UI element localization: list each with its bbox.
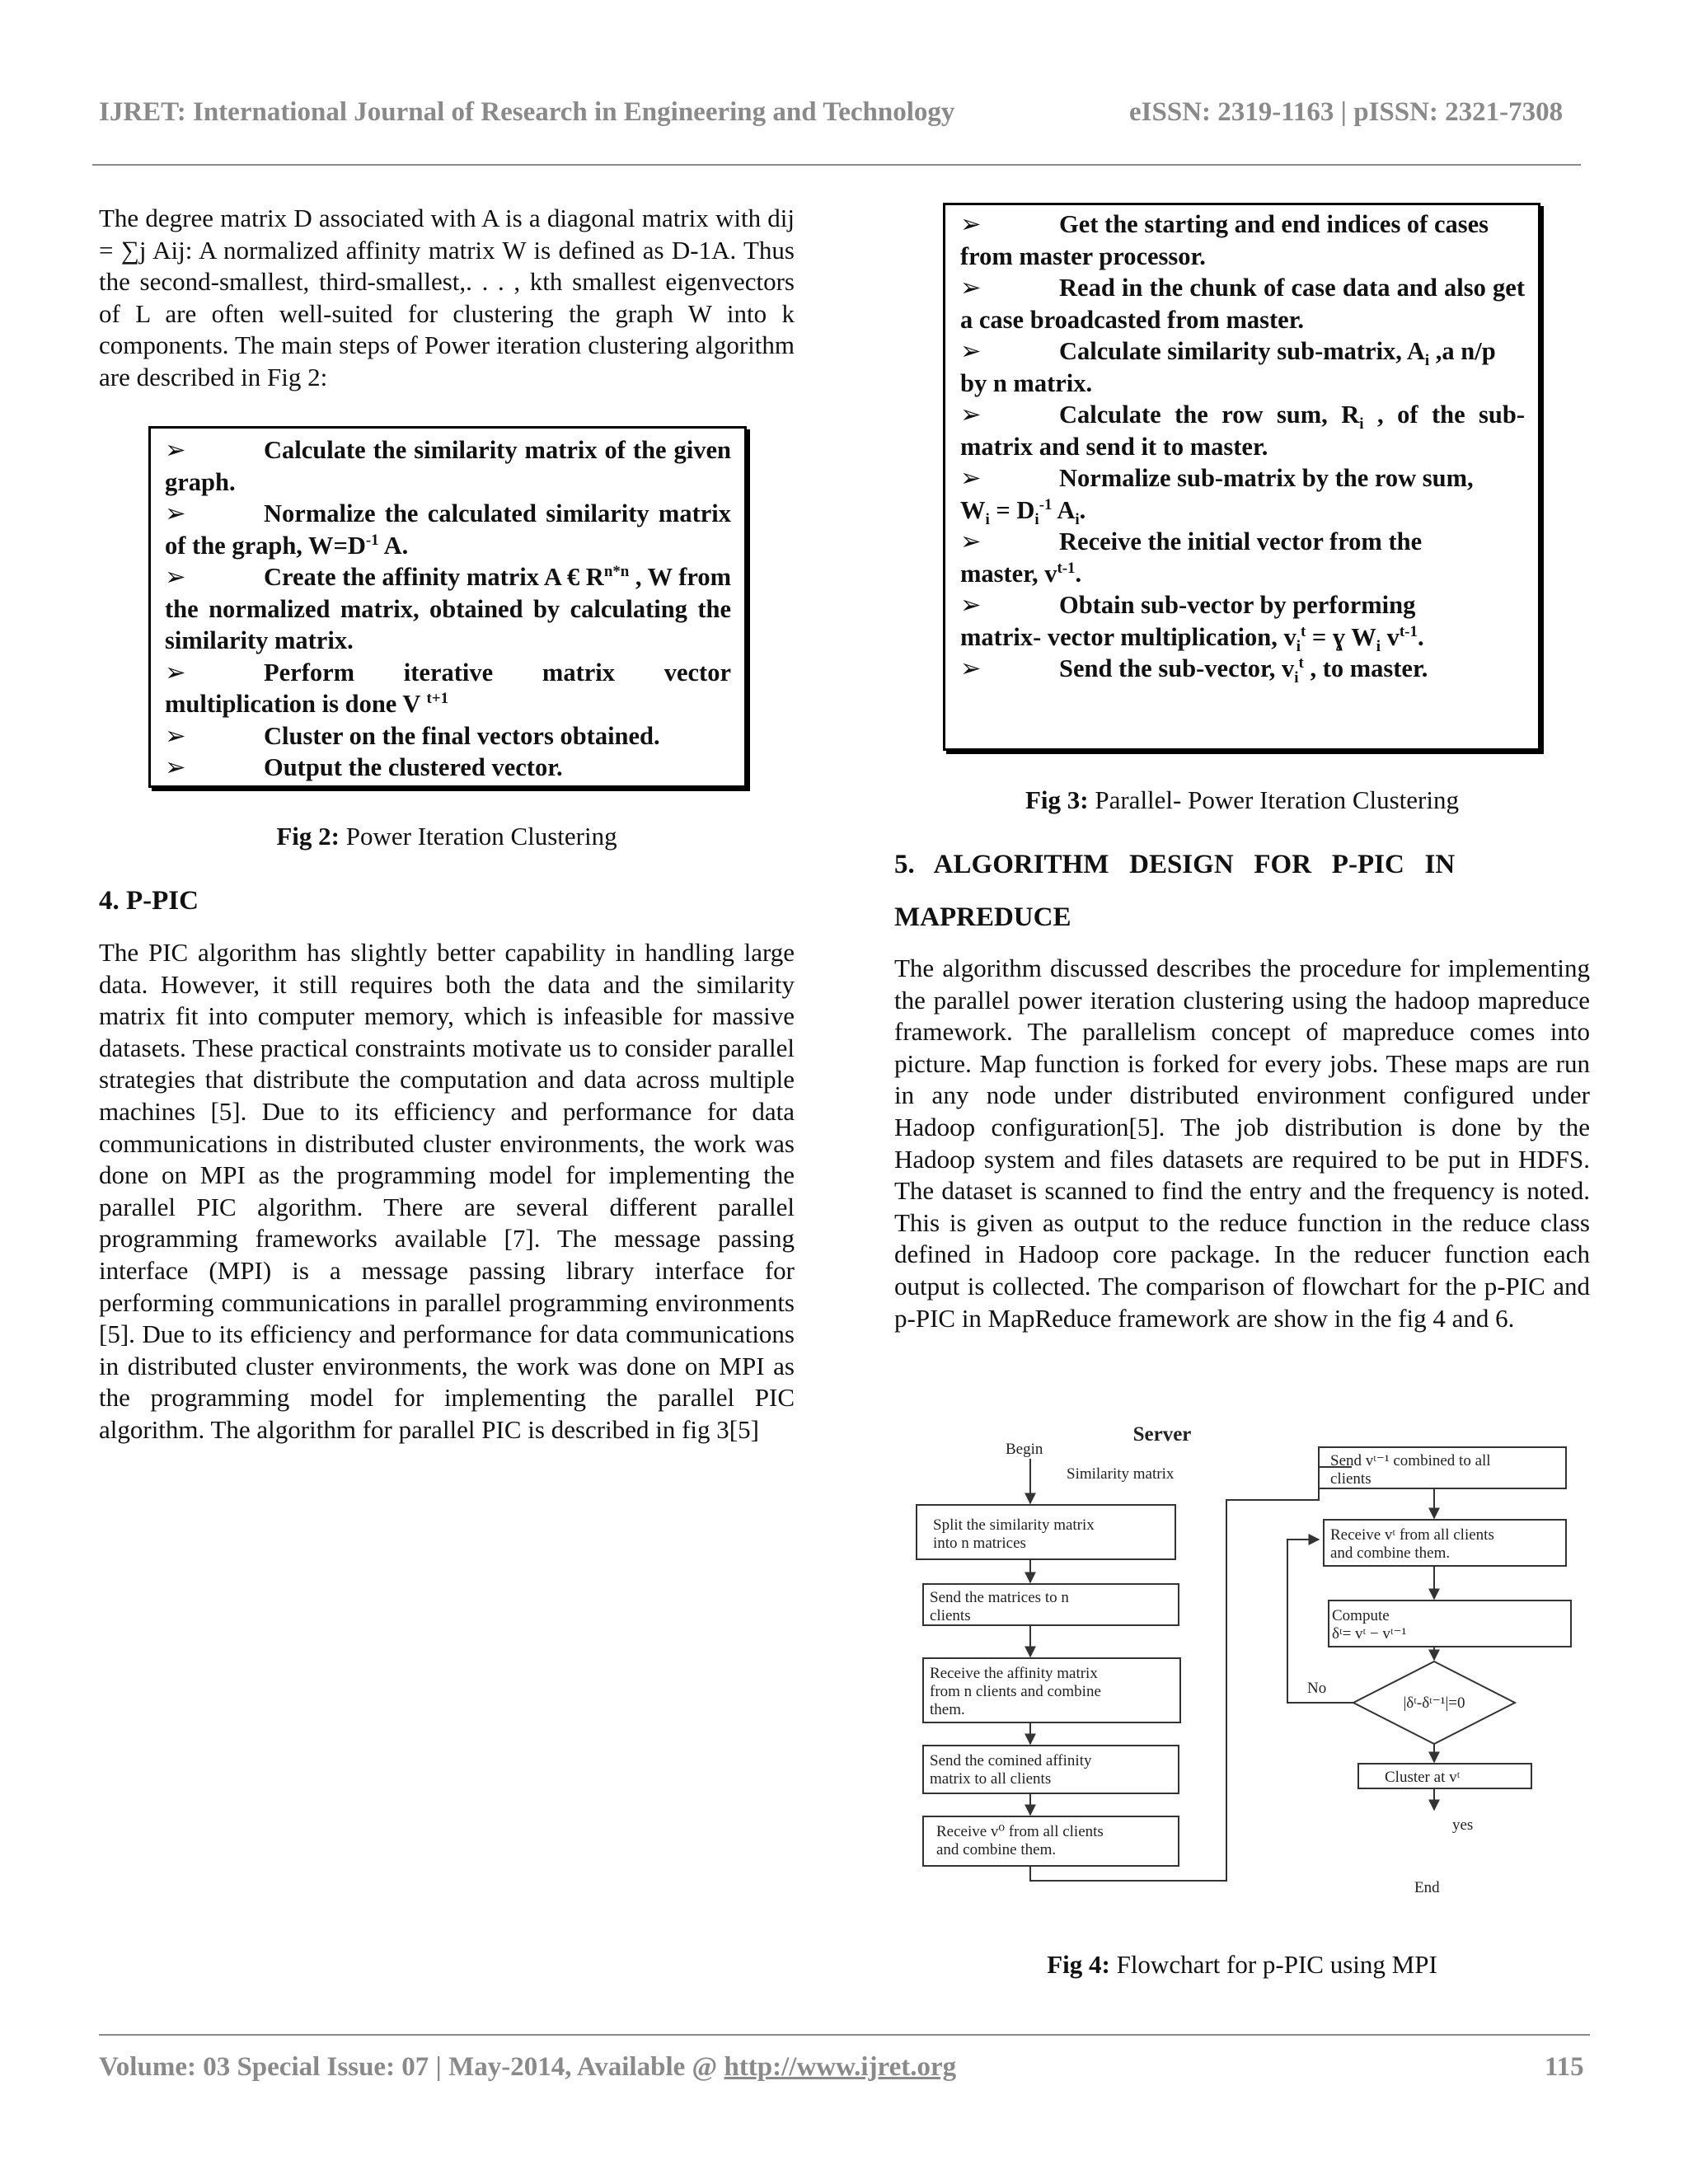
fig2-step-2: ➢ Normalize the calculated similarity matrix of the graph, $W=D^{-1}$ A. [165,499,731,560]
arrow-bullet-icon: ➢ [165,563,186,591]
svg-text:Cluster at vᵗ: Cluster at vᵗ [1385,1769,1461,1786]
svg-text:Split the similarity matrix: Split the similarity matrix [933,1516,1095,1534]
fig3-caption: Fig 3: Parallel- Power Iteration Clustering [1025,785,1459,814]
arrow-bullet-icon: ➢ [960,274,982,302]
fig2-algorithm-box [148,426,747,788]
svg-text:δᵗ= vᵗ − vᵗ⁻¹: δᵗ= vᵗ − vᵗ⁻¹ [1332,1625,1407,1643]
footer-url-link[interactable]: http://www.ijret.org [724,2052,957,2082]
section-5-title-line-2: MAPREDUCE [894,902,1071,932]
flowchart-title: Server [1132,1423,1192,1446]
intro-paragraph: The degree matrix D associated with A is a diagonal matrix with dij = ∑j Aij: A normalized affinity matrix W is defined as D-1A. Thus the second-smallest, third-smallest,. . . , kth smallest eigenvectors of L are often well-suited for clustering the graph W into k components. The main steps of Power iteration clustering algorithm are described in Fig 2: [99,204,795,391]
fig2-step-3: ➢ Create the affinity matrix A € $R^{n*n}$ , W from the normalized matrix, obtained by calculating the similarity matrix. [165,562,731,654]
issn-info: eISSN: 2319-1163 | pISSN: 2321-7308 [1129,97,1564,127]
arrow-bullet-icon: ➢ [165,658,186,687]
svg-text:into n matrices: into n matrices [933,1535,1026,1552]
flow-similarity-label: Similarity matrix [1067,1465,1175,1483]
flow-end-label: End [1414,1879,1440,1896]
arrow-bullet-icon: ➢ [960,401,982,429]
svg-text:Receive vᵗ from all clients: Receive vᵗ from all clients [1330,1526,1494,1544]
svg-text:clients: clients [1330,1470,1372,1488]
flow-no-label: No [1307,1680,1327,1697]
header-rule [92,164,1581,166]
arrow-bullet-icon: ➢ [960,210,982,238]
svg-text:Send the comined affinity: Send the comined affinity [930,1752,1092,1769]
fig2-step-4: ➢ Perform iterative matrix vector multiplication is done V $^{t+1}$ [165,658,731,718]
fig2-step-1: ➢ Calculate the similarity matrix of the given graph. [165,436,731,496]
fig3-step-5: ➢ Normalize sub-matrix by the row sum, $W_i = D_i^{-1}$ $A_i$. [960,464,1474,528]
journal-title: IJRET: International Journal of Research in Engineering and Technology [99,97,955,127]
arrow-bullet-icon: ➢ [165,721,186,750]
arrow-bullet-icon: ➢ [165,753,186,781]
fig3-step-3b: by n matrix. [960,368,1093,397]
footer-rule [99,2034,1590,2036]
page-number: 115 [1545,2052,1584,2082]
fig3-step-3: ➢ Calculate similarity sub-matrix, $A_i$ ,a n/p [960,337,1496,370]
svg-text:Compute: Compute [1332,1607,1390,1624]
svg-text:Receive v⁰ from all clients: Receive v⁰ from all clients [936,1823,1104,1840]
arrow-bullet-icon: ➢ [960,591,982,619]
flow-yes-label: yes [1452,1816,1474,1834]
arrow-bullet-icon: ➢ [165,436,186,464]
fig3-step-1: ➢ Get the starting and end indices of cases [960,209,1525,241]
fig3-step-8: ➢ Send the sub-vector, $v_i^t$ , to master. [960,654,1428,687]
fig3-step-2: ➢ Read in the chunk of case data and also get a case broadcasted from master. [960,274,1525,334]
arrow-bullet-icon: ➢ [960,464,982,492]
svg-text:matrix to all clients: matrix to all clients [930,1770,1052,1788]
arrow-bullet-icon: ➢ [960,337,982,365]
fig3-step-6: ➢ Receive the initial vector from the master, $v^{t-1}$. [960,527,1423,588]
fig3-algorithm-box [943,203,1540,751]
section-4-title: 4. P-PIC [99,886,199,916]
section-4-paragraph: The PIC algorithm has slightly better capability in handling large data. However, it still requires both the data and the similarity matrix fit into computer memory, which is infeasible for massive datasets. These practical constraints motivate us to consider parallel strategies that distribute the computation and data across multiple machines [5]. Due to its efficiency and performance for data communications in distributed cluster environments, the work was done on MPI as the programming model for implementing the parallel PIC algorithm. There are several different parallel programming frameworks available [7]. The message passing interface (MPI) is a message passing library interface for performing communications in parallel programming environments [5]. Due to its efficiency and performance for data communications in distributed cluster environments, the work was done on MPI as the programming model for implementing the parallel PIC algorithm. The algorithm for parallel PIC is described in fig 3[5] [99,938,795,1444]
flow-begin-label: Begin [1006,1441,1043,1458]
section-5-title-line-1: 5. ALGORITHM DESIGN FOR P-PIC IN [894,850,1456,879]
arrow-bullet-icon: ➢ [960,527,982,555]
svg-text:from n clients and combine: from n clients and combine [930,1683,1101,1700]
svg-text:Receive the affinity matrix: Receive the affinity matrix [930,1665,1098,1682]
fig4-flowchart [907,1418,1582,1912]
fig2-caption: Fig 2: Power Iteration Clustering [276,822,617,851]
section-5-paragraph: The algorithm discussed describes the procedure for implementing the parallel power iteration clustering using the hadoop mapreduce framework. The parallelism concept of mapreduce comes into picture. Map function is forked for every jobs. These maps are run in any node under distributed environment configured under Hadoop configuration[5]. The job distribution is done by the Hadoop system and files datasets are required to be put in HDFS. The dataset is scanned to find the entry and the frequency is noted. This is given as output to the reduce function in the reduce class defined in Hadoop core package. In the reducer function each output is collected. The comparison of flowchart for the p-PIC and p-PIC in MapReduce framework are show in the fig 4 and 6. [894,954,1590,1333]
arrow-bullet-icon: ➢ [960,654,982,682]
fig3-step-7: ➢ Obtain sub-vector by performing matrix- vector multiplication, $v_i^t$ = ɣ $W_i$ $v^{t-1}$. [960,591,1424,655]
svg-text:Send the matrices to n: Send the matrices to n [930,1589,1069,1606]
fig2-step-6: ➢ Output the clustered vector. [165,752,731,784]
svg-text:them.: them. [930,1701,965,1718]
svg-text:Send vᵗ⁻¹ combined to all: Send vᵗ⁻¹ combined to all [1330,1452,1491,1469]
svg-text:clients: clients [930,1607,971,1624]
fig4-caption: Fig 4: Flowchart for p-PIC using MPI [1047,1950,1437,1979]
svg-text:and combine them.: and combine them. [1330,1544,1451,1562]
fig3-step-4: ➢ Calculate the row sum, $R_i$ , of the sub-matrix and send it to master. [960,401,1526,461]
svg-text:and combine them.: and combine them. [936,1841,1057,1858]
fig2-step-5: ➢ Cluster on the final vectors obtained. [165,720,731,752]
fig3-step-1b: from master processor. [960,241,1206,270]
footer-volume: Volume: 03 Special Issue: 07 | May-2014, Available @ http://www.ijret.org [99,2052,957,2082]
flow-decision-label: |δᵗ-δᵗ⁻¹|=0 [1403,1694,1465,1712]
arrow-bullet-icon: ➢ [165,499,186,527]
